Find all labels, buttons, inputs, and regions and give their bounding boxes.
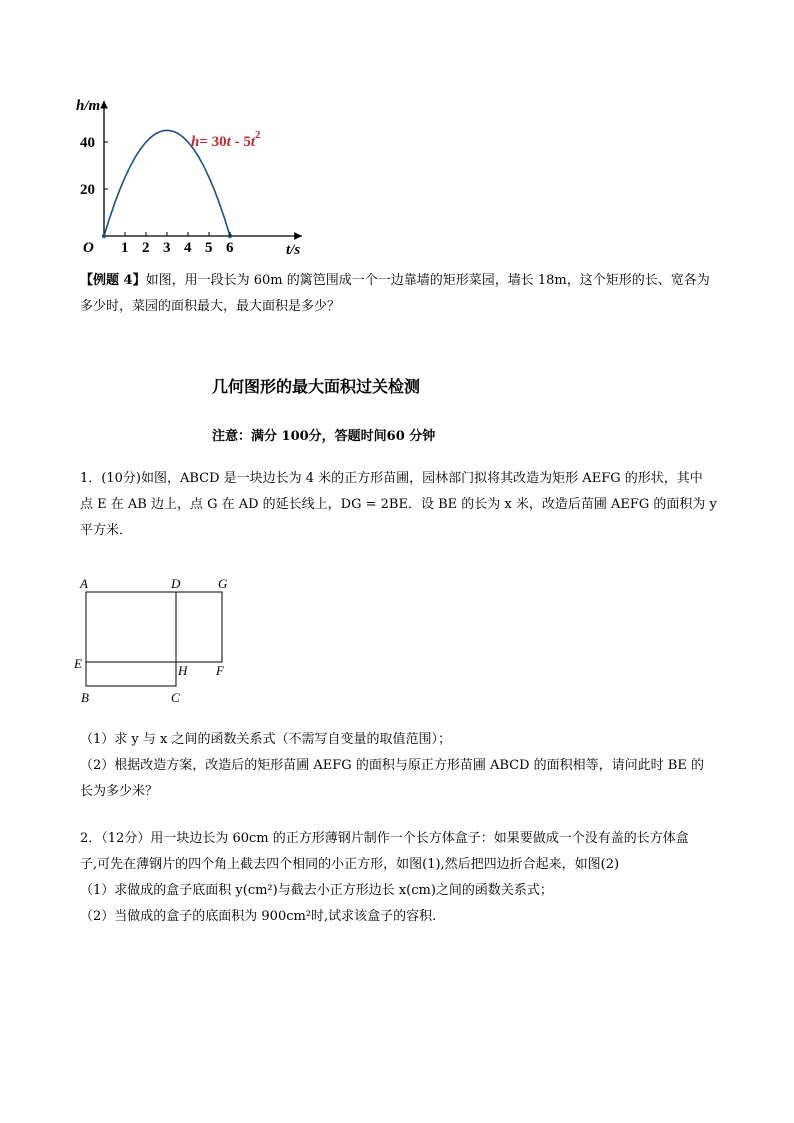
- section-title: 几何图形的最大面积过关检测: [212, 377, 421, 396]
- x-axis-label: t/s: [286, 242, 301, 258]
- parabola-chart: [70, 96, 330, 260]
- q1-square-figure: [68, 572, 248, 708]
- label-e: E: [74, 656, 82, 671]
- rect-abcd-aefg: [86, 592, 176, 686]
- curve-start-point: [102, 234, 106, 238]
- origin-label: O: [83, 240, 94, 256]
- section-note: 注意：满分 100分，答题时间60 分钟: [212, 429, 436, 444]
- question-1-subs: [80, 727, 740, 805]
- x-tick-label: 3: [163, 240, 171, 256]
- q1-line2: 点 E 在 AB 边上，点 G 在 AD 的延长线上，DG = 2BE．设 BE 的长为 x 米，改造后苗圃 AEFG 的面积为 y: [80, 497, 717, 512]
- label-c: C: [171, 690, 180, 705]
- label-d: D: [171, 576, 181, 591]
- y-axis-label: h/m: [76, 98, 101, 114]
- x-tick-label: 6: [226, 240, 234, 256]
- example-4-line2: 多少时，菜园的面积最大，最大面积是多少？: [80, 299, 341, 314]
- label-b: B: [81, 690, 89, 705]
- x-tick-label: 4: [184, 240, 192, 256]
- question-2: [80, 826, 740, 930]
- example-4-tag: 【例题 4】: [80, 273, 146, 288]
- x-tick-label: 5: [205, 240, 213, 256]
- x-tick-label: 2: [142, 240, 150, 256]
- q1-sub1: （1）求 y 与 x 之间的函数关系式（不需写自变量的取值范围）；: [80, 732, 451, 747]
- label-f: F: [216, 663, 224, 678]
- label-g: G: [218, 576, 228, 591]
- q2-line2: 子,可先在薄钢片的四个角上截去四个相同的小正方形，如图(1),然后把四边折合起来，如图(2): [80, 857, 620, 872]
- label-h: H: [178, 663, 188, 678]
- label-a: A: [80, 576, 88, 591]
- q1-line1: 1．(10分)如图，ABCD 是一块边长为 4 米的正方形苗圃，园林部门拟将其改造为矩形 AEFG 的形状，其中: [80, 471, 703, 486]
- chart-axes: [104, 101, 302, 236]
- rect-aefg-extension: [176, 592, 222, 662]
- x-tick-label: 1: [121, 240, 129, 256]
- example-4: [80, 268, 730, 320]
- formula-label: $h= 30t - 5t^2$: [191, 129, 261, 150]
- q1-line3: 平方米．: [80, 523, 133, 538]
- y-tick-label: 40: [80, 135, 95, 151]
- y-tick-label: 20: [80, 182, 95, 198]
- q2-sub2: （2）当做成的盒子的底面积为 900cm²时,试求该盒子的容积.: [80, 909, 437, 924]
- q1-sub2-line1: （2）根据改造方案，改造后的矩形苗圃 AEFG 的面积与原正方形苗圃 ABCD 的面积相等，请问此时 BE 的: [80, 758, 704, 773]
- question-1-text: [80, 466, 740, 544]
- example-4-line1: 【例题 4】如图，用一段长为 60m 的篱笆围成一个一边靠墙的矩形菜园，墙长 18m，这个矩形的长、宽各为: [80, 273, 710, 288]
- q1-sub2-line2: 长为多少米？: [80, 784, 159, 799]
- q2-sub1: （1）求做成的盒子底面积 y(cm²)与截去小正方形边长 x(cm)之间的函数关系式；: [80, 883, 553, 898]
- q2-line1: 2．（12分）用一块边长为 60cm 的正方形薄钢片制作一个长方体盒子：如果要做成一个没有盖的长方体盒: [80, 831, 689, 846]
